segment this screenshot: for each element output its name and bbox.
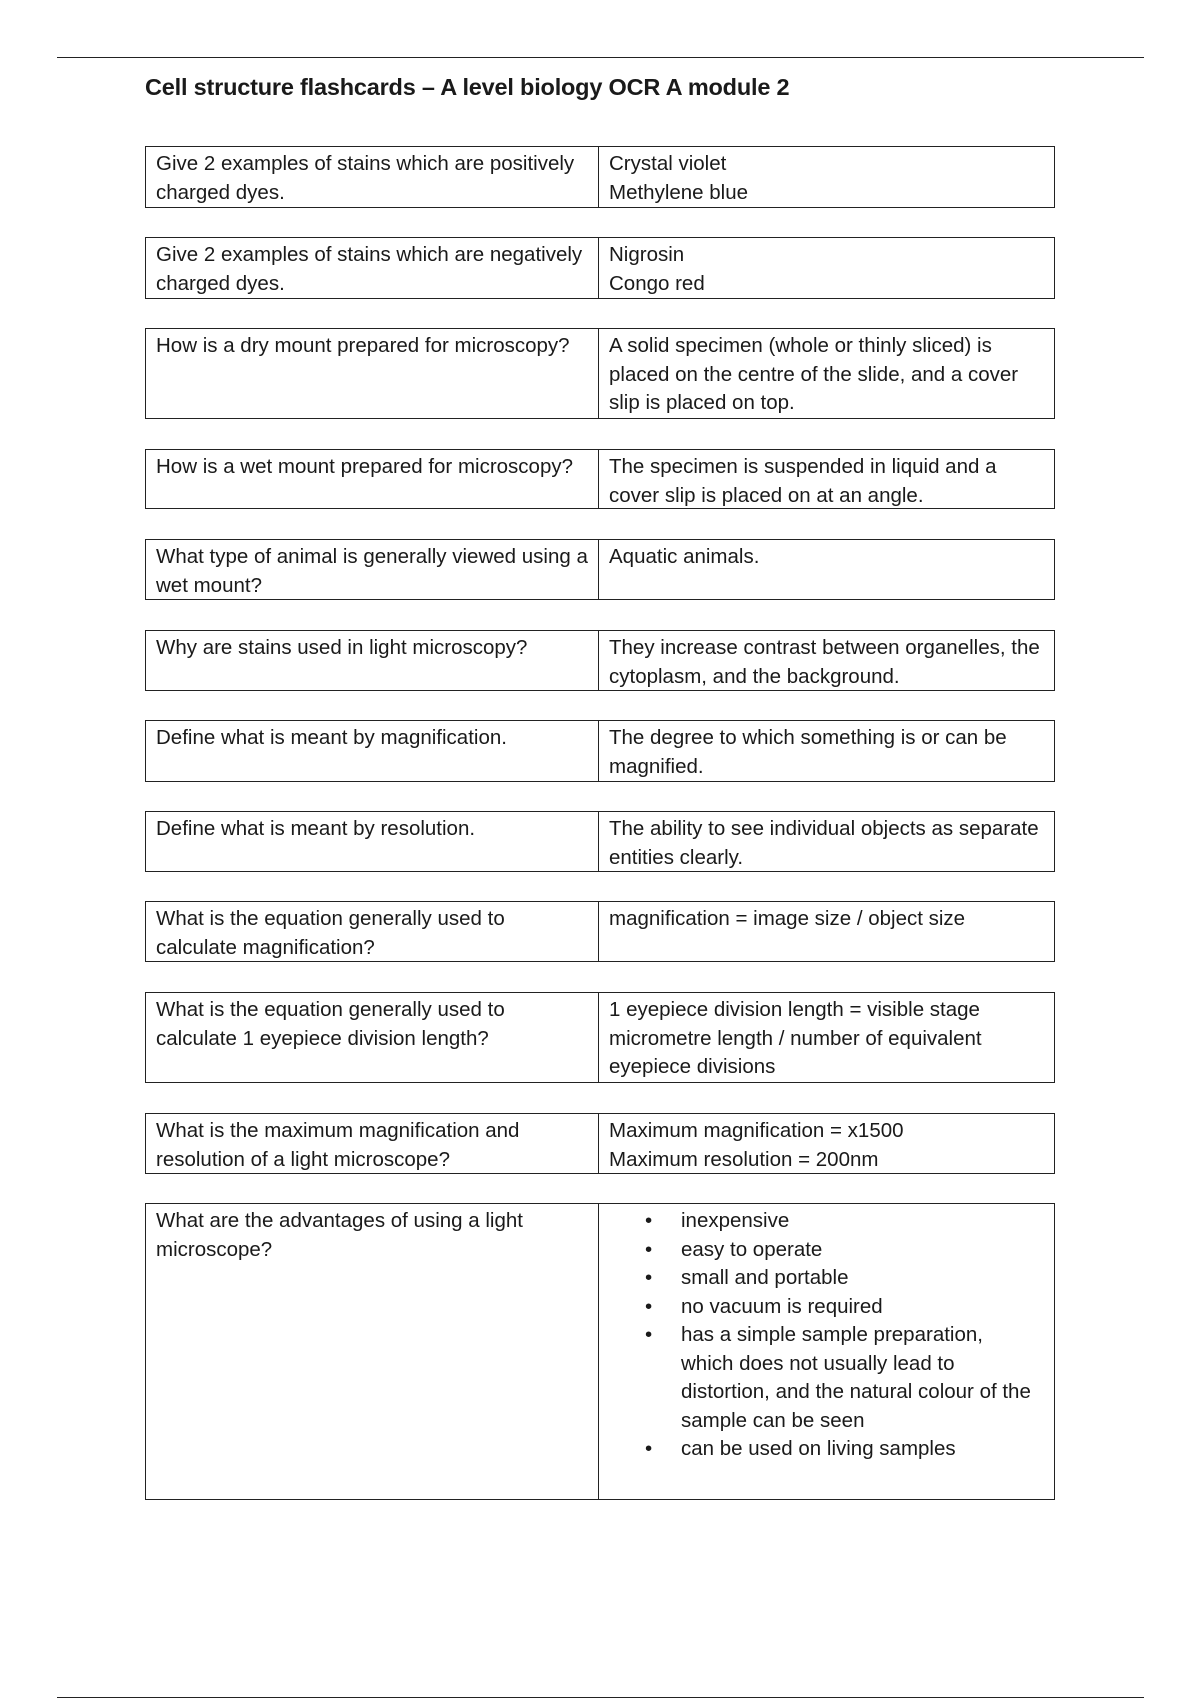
card-question: How is a wet mount prepared for microscopy? [146,450,599,508]
list-item: • small and portable [609,1264,1044,1293]
card-question: Give 2 examples of stains which are negatively charged dyes. [146,238,599,298]
list-item: • has a simple sample preparation, which does not usually lead to distortion, and the natural colour of the sample can be seen [609,1321,1044,1435]
card-question: Why are stains used in light microscopy? [146,631,599,690]
list-item: • easy to operate [609,1236,1044,1265]
flashcard [145,146,1055,208]
card-answer [599,238,1054,298]
card-answer: A solid specimen (whole or thinly sliced) is placed on the centre of the slide, and a cover slip is placed on top. [609,334,1019,414]
card-question: What are the advantages of using a light microscope? [146,1204,599,1499]
card-answer: 1 eyepiece division length = visible stage micrometre length / number of equivalent eyepiece divisions [609,998,982,1078]
flashcard [145,1113,1055,1174]
flashcard [145,630,1055,691]
card-answer [599,147,1054,207]
card-question: How is a dry mount prepared for microscopy? [146,329,599,418]
answer-line: Methylene blue [609,180,749,204]
flashcard [145,720,1055,782]
flashcard [145,328,1055,419]
card-question: What is the equation generally used to calculate magnification? [146,902,599,961]
card-answer [599,1114,1054,1173]
card-question: What is the equation generally used to calculate 1 eyepiece division length? [146,993,599,1082]
bottom-rule [57,1697,1144,1698]
advantages-list [609,1207,1044,1464]
list-item: • can be used on living samples [609,1435,1044,1464]
card-question: What is the maximum magnification and resolution of a light microscope? [146,1114,599,1173]
card-answer: Aquatic animals. [609,545,760,568]
card-answer: The ability to see individual objects as separate entities clearly. [609,817,1039,869]
card-answer: magnification = image size / object size [609,907,966,930]
top-rule [57,57,1144,58]
card-answer: The specimen is suspended in liquid and a cover slip is placed on at an angle. [609,455,997,507]
card-question: Define what is meant by resolution. [146,812,599,871]
flashcard [145,539,1055,600]
flashcard [145,449,1055,509]
card-question: What type of animal is generally viewed using a wet mount? [146,540,599,599]
list-item: • no vacuum is required [609,1293,1044,1322]
card-question: Define what is meant by magnification. [146,721,599,781]
flashcard [145,237,1055,299]
flashcard [145,992,1055,1083]
answer-line: Maximum magnification = x1500 [609,1119,904,1142]
list-item: • inexpensive [609,1207,1044,1236]
answer-line: Congo red [609,271,705,295]
answer-line: Maximum resolution = 200nm [609,1147,879,1171]
flashcard [145,811,1055,872]
answer-line: Nigrosin [609,243,685,266]
flashcard [145,1203,1055,1500]
answer-line: Crystal violet [609,152,727,175]
flashcard [145,901,1055,962]
page-title: Cell structure flashcards – A level biology OCR A module 2 [145,74,790,100]
card-question: Give 2 examples of stains which are positively charged dyes. [146,147,599,207]
card-answer [599,1204,1054,1499]
card-answer: The degree to which something is or can be magnified. [609,726,1007,778]
card-answer: They increase contrast between organelles, the cytoplasm, and the background. [609,636,1040,688]
